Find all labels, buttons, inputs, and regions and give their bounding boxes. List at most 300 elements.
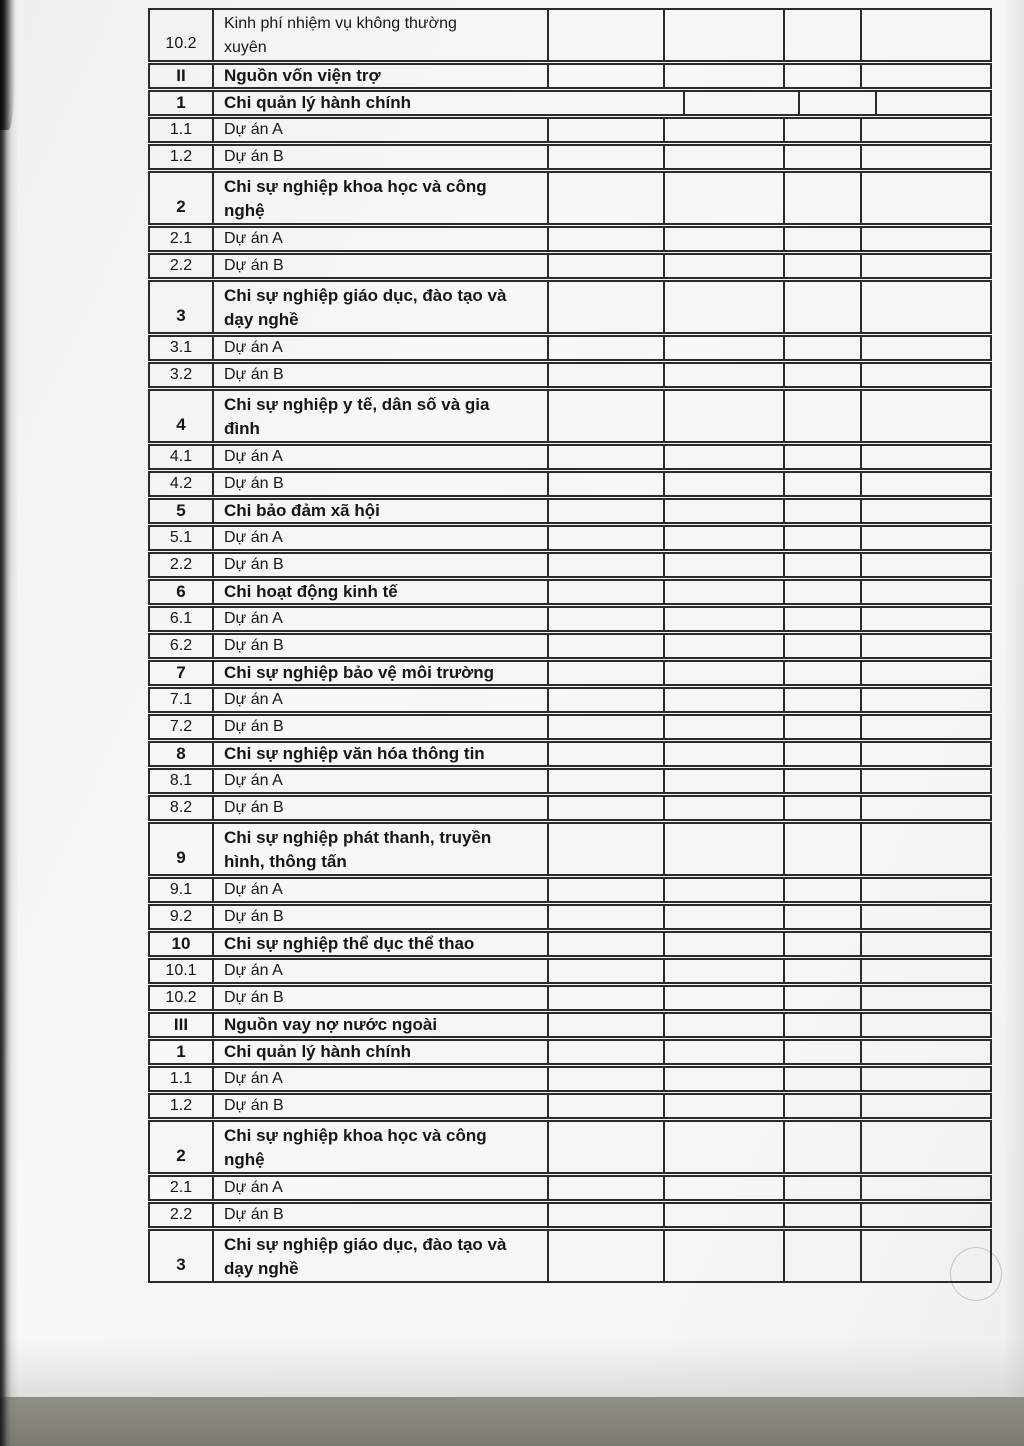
empty-data-cell	[860, 960, 990, 982]
table-row	[148, 144, 992, 170]
empty-data-cell	[663, 635, 783, 657]
empty-data-cell	[663, 1095, 783, 1117]
row-label-cell	[212, 500, 547, 522]
table-row	[148, 117, 992, 143]
row-label-text: Dự án A	[224, 121, 283, 138]
row-number-cell: II	[176, 66, 186, 85]
table-row	[148, 768, 992, 794]
table-row	[148, 877, 992, 903]
empty-data-cell	[547, 608, 663, 630]
table-row	[148, 525, 992, 551]
empty-data-cell	[663, 391, 783, 441]
row-number-cell: 5	[176, 501, 186, 520]
row-label-text: Dự án B	[224, 989, 284, 1006]
table-row	[148, 498, 992, 524]
empty-data-cell	[547, 337, 663, 359]
row-number-cell: 4	[176, 415, 186, 434]
table-row	[148, 1039, 992, 1065]
row-label-text: Dự án A	[224, 962, 283, 979]
empty-data-cell	[663, 255, 783, 277]
row-label-cell	[212, 1068, 547, 1090]
empty-data-cell	[547, 879, 663, 901]
table-row	[148, 8, 992, 62]
row-label-text: Dự án B	[224, 556, 284, 573]
table-row	[148, 63, 992, 89]
table-row	[148, 741, 992, 767]
table-row	[148, 687, 992, 713]
empty-data-cell	[860, 933, 990, 955]
row-number-cell: 1.1	[169, 121, 193, 138]
row-label-cell	[212, 933, 547, 955]
row-label-cell	[212, 337, 547, 359]
empty-data-cell	[783, 446, 860, 468]
empty-data-cell	[547, 119, 663, 141]
row-label-cell	[212, 797, 547, 819]
row-label-text: Chi sự nghiệp khoa học và công nghệ	[224, 177, 487, 220]
empty-data-cell	[860, 581, 990, 603]
empty-data-cell	[547, 473, 663, 495]
empty-data-cell	[783, 1231, 860, 1281]
row-label-text: Dự án B	[224, 718, 284, 735]
row-label-text: Dự án A	[224, 691, 283, 708]
empty-data-cell	[783, 743, 860, 765]
row-label-text: Dự án A	[224, 230, 283, 247]
empty-data-cell	[547, 797, 663, 819]
row-label-cell	[212, 65, 547, 87]
empty-data-cell	[783, 500, 860, 522]
row-label-cell	[212, 119, 547, 141]
empty-data-cell	[783, 689, 860, 711]
empty-data-cell	[663, 662, 783, 684]
empty-data-cell	[663, 10, 783, 60]
row-label-text: Chi sự nghiệp giáo dục, đào tạo và dạy nghề	[224, 286, 507, 329]
row-label-text: Dự án B	[224, 257, 284, 274]
row-number-cell: 6.2	[169, 637, 193, 654]
empty-data-cell	[547, 581, 663, 603]
empty-data-cell	[683, 92, 798, 114]
row-number-cell: 6.1	[169, 610, 193, 627]
empty-data-cell	[547, 554, 663, 576]
row-number-cell: 9.1	[169, 881, 193, 898]
empty-data-cell	[860, 906, 990, 928]
row-label-cell	[212, 364, 547, 386]
empty-data-cell	[783, 1068, 860, 1090]
table-row	[148, 280, 992, 334]
table-row	[148, 90, 992, 116]
table-row	[148, 822, 992, 876]
empty-data-cell	[798, 92, 875, 114]
empty-data-cell	[547, 824, 663, 874]
table-row	[148, 1120, 992, 1174]
row-label-text: Nguồn vay nợ nước ngoài	[224, 1015, 438, 1034]
empty-data-cell	[663, 228, 783, 250]
empty-data-cell	[860, 119, 990, 141]
empty-data-cell	[783, 1177, 860, 1199]
empty-data-cell	[783, 960, 860, 982]
table-row	[148, 362, 992, 388]
empty-data-cell	[783, 1122, 860, 1172]
table-row	[148, 985, 992, 1011]
row-label-cell	[212, 581, 547, 603]
row-label-text: Dự án A	[224, 881, 283, 898]
table-row	[148, 171, 992, 225]
row-number-cell: 7.2	[169, 718, 193, 735]
row-label-cell	[212, 608, 547, 630]
empty-data-cell	[663, 824, 783, 874]
empty-data-cell	[663, 282, 783, 332]
row-label-text: Dự án A	[224, 772, 283, 789]
empty-data-cell	[860, 716, 990, 738]
row-number-cell: 7	[176, 663, 186, 682]
empty-data-cell	[547, 527, 663, 549]
row-number-cell: 1.2	[169, 148, 193, 165]
empty-data-cell	[663, 1041, 783, 1063]
row-label-cell	[212, 391, 547, 441]
empty-data-cell	[783, 987, 860, 1009]
row-label-text: Chi quản lý hành chính	[224, 93, 411, 112]
empty-data-cell	[860, 987, 990, 1009]
row-label-text: Chi sự nghiệp văn hóa thông tin	[224, 744, 485, 763]
empty-data-cell	[663, 500, 783, 522]
empty-data-cell	[663, 65, 783, 87]
empty-data-cell	[663, 1177, 783, 1199]
empty-data-cell	[783, 391, 860, 441]
row-label-cell	[212, 473, 547, 495]
empty-data-cell	[547, 255, 663, 277]
empty-data-cell	[783, 65, 860, 87]
empty-data-cell	[547, 446, 663, 468]
row-label-text: Dự án A	[224, 529, 283, 546]
scanner-bottom-fade	[0, 1338, 1024, 1397]
row-label-text: Dự án B	[224, 799, 284, 816]
table-row	[148, 579, 992, 605]
empty-data-cell	[860, 228, 990, 250]
row-label-cell	[212, 824, 547, 874]
row-number-cell: 8.1	[169, 772, 193, 789]
empty-data-cell	[783, 635, 860, 657]
empty-data-cell	[547, 960, 663, 982]
empty-data-cell	[860, 689, 990, 711]
empty-data-cell	[860, 500, 990, 522]
empty-data-cell	[547, 987, 663, 1009]
empty-data-cell	[547, 1014, 663, 1036]
row-label-text: Chi quản lý hành chính	[224, 1042, 411, 1061]
table-row	[148, 931, 992, 957]
empty-data-cell	[783, 879, 860, 901]
table-row	[148, 606, 992, 632]
row-label-cell	[212, 92, 683, 114]
row-label-cell	[212, 987, 547, 1009]
empty-data-cell	[663, 364, 783, 386]
table-row	[148, 1012, 992, 1038]
table-row	[148, 1229, 992, 1283]
row-label-cell	[212, 173, 547, 223]
empty-data-cell	[663, 446, 783, 468]
table-row	[148, 795, 992, 821]
table-row	[148, 335, 992, 361]
row-label-cell	[212, 1177, 547, 1199]
empty-data-cell	[860, 10, 990, 60]
empty-data-cell	[663, 527, 783, 549]
empty-data-cell	[860, 1068, 990, 1090]
empty-data-cell	[783, 146, 860, 168]
table-row	[148, 444, 992, 470]
row-number-cell: 10.2	[165, 989, 197, 1006]
empty-data-cell	[860, 446, 990, 468]
empty-data-cell	[663, 743, 783, 765]
table-row	[148, 471, 992, 497]
row-number-cell: III	[173, 1015, 189, 1034]
empty-data-cell	[663, 770, 783, 792]
row-number-cell: 2.1	[169, 230, 193, 247]
row-label-text: Chi hoạt động kinh tế	[224, 582, 398, 601]
empty-data-cell	[547, 933, 663, 955]
empty-data-cell	[783, 364, 860, 386]
empty-data-cell	[860, 255, 990, 277]
row-label-text: Chi sự nghiệp thể dục thể thao	[224, 934, 475, 953]
empty-data-cell	[860, 364, 990, 386]
empty-data-cell	[860, 635, 990, 657]
empty-data-cell	[547, 716, 663, 738]
empty-data-cell	[547, 1095, 663, 1117]
row-number-cell: 2	[176, 197, 186, 216]
empty-data-cell	[783, 554, 860, 576]
table-row	[148, 1093, 992, 1119]
empty-data-cell	[663, 797, 783, 819]
empty-data-cell	[547, 364, 663, 386]
empty-data-cell	[783, 716, 860, 738]
empty-data-cell	[783, 581, 860, 603]
empty-data-cell	[547, 173, 663, 223]
empty-data-cell	[663, 554, 783, 576]
empty-data-cell	[860, 1095, 990, 1117]
table-row	[148, 552, 992, 578]
empty-data-cell	[547, 906, 663, 928]
empty-data-cell	[547, 1122, 663, 1172]
empty-data-cell	[663, 689, 783, 711]
row-number-cell: 1.2	[169, 1097, 193, 1114]
empty-data-cell	[860, 146, 990, 168]
row-label-cell	[212, 527, 547, 549]
empty-data-cell	[663, 146, 783, 168]
empty-data-cell	[663, 933, 783, 955]
row-label-cell	[212, 906, 547, 928]
empty-data-cell	[860, 65, 990, 87]
row-label-text: Chi sự nghiệp y tế, dân số và gia đình	[224, 395, 490, 438]
empty-data-cell	[860, 824, 990, 874]
row-label-cell	[212, 228, 547, 250]
row-label-cell	[212, 716, 547, 738]
row-label-text: Dự án A	[224, 448, 283, 465]
row-number-cell: 1.1	[169, 1070, 193, 1087]
row-number-cell: 3.1	[169, 339, 193, 356]
row-label-text: Chi bảo đảm xã hội	[224, 501, 380, 520]
empty-data-cell	[663, 119, 783, 141]
empty-data-cell	[663, 1204, 783, 1226]
row-label-cell	[212, 770, 547, 792]
row-label-cell	[212, 255, 547, 277]
row-number-cell: 2.2	[169, 556, 193, 573]
empty-data-cell	[663, 716, 783, 738]
empty-data-cell	[783, 797, 860, 819]
row-number-cell: 3	[176, 306, 186, 325]
empty-data-cell	[860, 1177, 990, 1199]
empty-data-cell	[860, 1231, 990, 1281]
row-label-text: Dự án A	[224, 610, 283, 627]
empty-data-cell	[547, 1041, 663, 1063]
empty-data-cell	[783, 527, 860, 549]
table-row	[148, 253, 992, 279]
empty-data-cell	[783, 1095, 860, 1117]
row-number-cell: 2.2	[169, 257, 193, 274]
row-number-cell: 8	[176, 744, 186, 763]
row-number-cell: 1	[176, 93, 186, 112]
empty-data-cell	[663, 173, 783, 223]
row-number-cell: 8.2	[169, 799, 193, 816]
empty-data-cell	[663, 906, 783, 928]
empty-data-cell	[860, 391, 990, 441]
row-label-cell	[212, 1014, 547, 1036]
row-number-cell: 2.2	[169, 1206, 193, 1223]
empty-data-cell	[663, 1231, 783, 1281]
scanner-edge-shadow-left	[0, 0, 18, 1446]
empty-data-cell	[663, 1014, 783, 1036]
table-row	[148, 1066, 992, 1092]
empty-data-cell	[860, 662, 990, 684]
empty-data-cell	[783, 906, 860, 928]
empty-data-cell	[547, 282, 663, 332]
empty-data-cell	[783, 770, 860, 792]
empty-data-cell	[663, 337, 783, 359]
empty-data-cell	[547, 146, 663, 168]
table-row	[148, 633, 992, 659]
empty-data-cell	[783, 1204, 860, 1226]
row-label-cell	[212, 1041, 547, 1063]
empty-data-cell	[860, 1014, 990, 1036]
empty-data-cell	[783, 662, 860, 684]
row-label-cell	[212, 1095, 547, 1117]
empty-data-cell	[547, 1068, 663, 1090]
row-number-cell: 3	[176, 1255, 186, 1274]
row-label-text: Dự án B	[224, 637, 284, 654]
row-number-cell: 2	[176, 1146, 186, 1165]
empty-data-cell	[860, 337, 990, 359]
empty-data-cell	[860, 743, 990, 765]
empty-data-cell	[547, 391, 663, 441]
row-number-cell: 6	[176, 582, 186, 601]
row-label-text: Chi sự nghiệp giáo dục, đào tạo và dạy nghề	[224, 1235, 507, 1278]
empty-data-cell	[547, 743, 663, 765]
empty-data-cell	[547, 662, 663, 684]
empty-data-cell	[783, 1041, 860, 1063]
empty-data-cell	[663, 473, 783, 495]
table-row	[148, 389, 992, 443]
row-number-cell: 9.2	[169, 908, 193, 925]
row-number-cell: 4.2	[169, 475, 193, 492]
table-row	[148, 958, 992, 984]
row-label-text: Dự án B	[224, 908, 284, 925]
row-label-text: Dự án B	[224, 366, 284, 383]
empty-data-cell	[547, 689, 663, 711]
row-label-cell	[212, 554, 547, 576]
row-number-cell: 10.2	[165, 35, 197, 52]
row-number-cell: 9	[176, 848, 186, 867]
empty-data-cell	[860, 1204, 990, 1226]
row-label-cell	[212, 960, 547, 982]
row-label-text: Nguồn vốn viện trợ	[224, 66, 381, 85]
empty-data-cell	[860, 282, 990, 332]
empty-data-cell	[783, 10, 860, 60]
budget-table	[148, 8, 992, 1283]
scanner-edge-shadow-topleft	[0, 0, 15, 130]
empty-data-cell	[663, 1068, 783, 1090]
row-label-text: Dự án B	[224, 148, 284, 165]
empty-data-cell	[783, 255, 860, 277]
row-number-cell: 10	[171, 934, 191, 953]
scanner-bottom-band	[0, 1397, 1024, 1446]
empty-data-cell	[783, 173, 860, 223]
empty-data-cell	[783, 933, 860, 955]
row-label-text: Dự án B	[224, 1206, 284, 1223]
empty-data-cell	[547, 228, 663, 250]
empty-data-cell	[783, 119, 860, 141]
empty-data-cell	[663, 581, 783, 603]
row-number-cell: 2.1	[169, 1179, 193, 1196]
empty-data-cell	[860, 1122, 990, 1172]
row-label-cell	[212, 10, 547, 60]
table-row	[148, 226, 992, 252]
empty-data-cell	[783, 337, 860, 359]
empty-data-cell	[783, 228, 860, 250]
row-label-cell	[212, 1122, 547, 1172]
empty-data-cell	[547, 500, 663, 522]
row-label-cell	[212, 1204, 547, 1226]
row-label-text: Dự án B	[224, 1097, 284, 1114]
row-number-cell: 7.1	[169, 691, 193, 708]
row-label-cell	[212, 662, 547, 684]
empty-data-cell	[547, 10, 663, 60]
empty-data-cell	[663, 1122, 783, 1172]
empty-data-cell	[860, 770, 990, 792]
empty-data-cell	[783, 1014, 860, 1036]
empty-data-cell	[783, 824, 860, 874]
row-label-text: Dự án A	[224, 339, 283, 356]
empty-data-cell	[547, 770, 663, 792]
row-number-cell: 10.1	[165, 962, 197, 979]
row-label-cell	[212, 282, 547, 332]
page-right-shade	[1004, 0, 1024, 1446]
row-label-cell	[212, 879, 547, 901]
table-row	[148, 660, 992, 686]
row-label-cell	[212, 146, 547, 168]
table-row	[148, 1202, 992, 1228]
empty-data-cell	[663, 608, 783, 630]
row-label-text: Dự án A	[224, 1179, 283, 1196]
row-number-cell: 1	[176, 1042, 186, 1061]
row-label-cell	[212, 689, 547, 711]
table-row	[148, 1175, 992, 1201]
empty-data-cell	[860, 1041, 990, 1063]
empty-data-cell	[875, 92, 990, 114]
empty-data-cell	[860, 473, 990, 495]
row-label-text: Chi sự nghiệp khoa học và công nghệ	[224, 1126, 487, 1169]
row-number-cell: 5.1	[169, 529, 193, 546]
empty-data-cell	[783, 473, 860, 495]
table-row	[148, 904, 992, 930]
row-label-cell	[212, 743, 547, 765]
row-label-text: Dự án A	[224, 1070, 283, 1087]
empty-data-cell	[783, 608, 860, 630]
